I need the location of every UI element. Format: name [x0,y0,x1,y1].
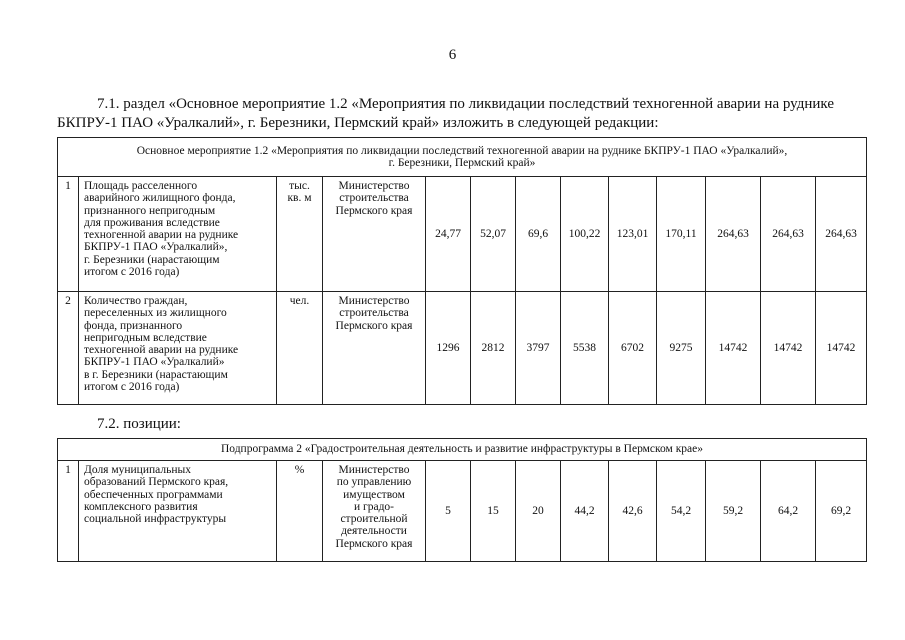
executor-line: строительства [339,192,409,205]
table1-header-line1: Основное мероприятие 1.2 «Мероприятия по ликвидации последствий техногенной аварии на руднике БКПРУ-1 ПАО «Уралкалий», [136,144,788,157]
name-line: аварийного жилищного фонда, [84,192,236,205]
name-line: Доля муниципальных [84,464,191,476]
executor-line: строительной [340,513,408,526]
value-cell: 5 [426,461,471,562]
value-cell: 52,07 [471,177,516,292]
table-main-activity-1-2 [57,137,867,405]
name-line: Количество граждан, [84,295,188,307]
value-cell: 14742 [706,292,761,405]
name-line: в г. Березники (нарастающим [84,368,228,381]
value-cell: 14742 [761,292,816,405]
name-line: для проживания вследствие [84,216,220,229]
value-cell: 100,22 [561,177,609,292]
table2-header: Подпрограмма 2 «Градостроительная деятельность и развитие инфраструктуры в Пермском крае» [58,439,867,461]
value-cell: 24,77 [426,177,471,292]
executor-line: строительства [339,307,409,320]
row-number: 2 [58,292,79,405]
executor-line: Пермского края [335,537,413,550]
name-line: итогом с 2016 года) [84,381,180,394]
value-cell: 64,2 [761,461,816,562]
unit-line: кв. м [287,192,312,205]
name-line: БКПРУ-1 ПАО «Уралкалий» [84,356,225,369]
value-cell: 69,2 [816,461,867,562]
value-cell: 264,63 [761,177,816,292]
indicator-name [79,461,277,562]
value-cell: 3797 [516,292,561,405]
name-line: техногенной аварии на руднике [84,229,239,242]
name-line: непригодным вследствие [84,331,207,344]
value-cell: 59,2 [706,461,761,562]
executor-line: Пермского края [335,204,413,217]
row-number: 1 [58,177,79,292]
executor-line: деятельности [341,525,407,538]
name-line: фонда, признанного [84,319,183,332]
executor-line: имуществом [343,488,405,501]
table1-header [58,138,867,177]
value-cell: 15 [471,461,516,562]
value-cell: 20 [516,461,561,562]
executor-line: по управлению [336,476,412,489]
indicator-name [79,292,277,405]
section-7-1-line1: 7.1. раздел «Основное мероприятие 1.2 «Мероприятия по ликвидации последствий техногенной аварии на руднике [97,96,834,112]
name-line: переселенных из жилищного [84,307,227,320]
section-7-2: 7.2. позиции: [97,416,181,432]
name-line: обеспеченных программами [84,488,223,501]
executor-line: Пермского края [335,319,413,332]
executor-line: и градо- [353,500,395,513]
executor-line: Министерство [338,464,410,476]
unit-line: чел. [289,295,310,307]
value-cell: 69,6 [516,177,561,292]
value-cell: 14742 [816,292,867,405]
name-line: образований Пермского края, [84,476,229,489]
unit-line: тыс. [289,180,310,192]
indicator-name [79,177,277,292]
name-line: признанного непригодным [84,204,216,217]
name-line: техногенной аварии на руднике [84,344,239,357]
unit-line: % [294,464,305,476]
value-cell: 170,11 [657,177,706,292]
unit-of-measure [277,177,323,292]
value-cell: 6702 [609,292,657,405]
table1-header-line2: г. Березники, Пермский край» [388,157,536,169]
table-subprogram-2 [57,438,867,562]
name-line: комплексного развития [84,500,198,513]
responsible-executor [323,461,426,562]
section-7-1-line2: БКПРУ-1 ПАО «Уралкалий», г. Березники, Пермский край» изложить в следующей редакции: [57,115,659,131]
value-cell: 42,6 [609,461,657,562]
value-cell: 1296 [426,292,471,405]
name-line: социальной инфраструктуры [84,513,227,526]
name-line: БКПРУ-1 ПАО «Уралкалий», [84,241,228,254]
value-cell: 264,63 [816,177,867,292]
value-cell: 2812 [471,292,516,405]
value-cell: 264,63 [706,177,761,292]
row-number: 1 [58,461,79,562]
unit-of-measure [277,461,323,562]
executor-line: Министерство [338,180,410,192]
unit-of-measure [277,292,323,405]
page-number: 6 [448,47,457,63]
executor-line: Министерство [338,295,410,307]
value-cell: 44,2 [561,461,609,562]
value-cell: 54,2 [657,461,706,562]
name-line: г. Березники (нарастающим [84,253,220,266]
responsible-executor [323,177,426,292]
value-cell: 9275 [657,292,706,405]
name-line: итогом с 2016 года) [84,266,180,279]
value-cell: 123,01 [609,177,657,292]
responsible-executor [323,292,426,405]
value-cell: 5538 [561,292,609,405]
name-line: Площадь расселенного [84,180,198,192]
